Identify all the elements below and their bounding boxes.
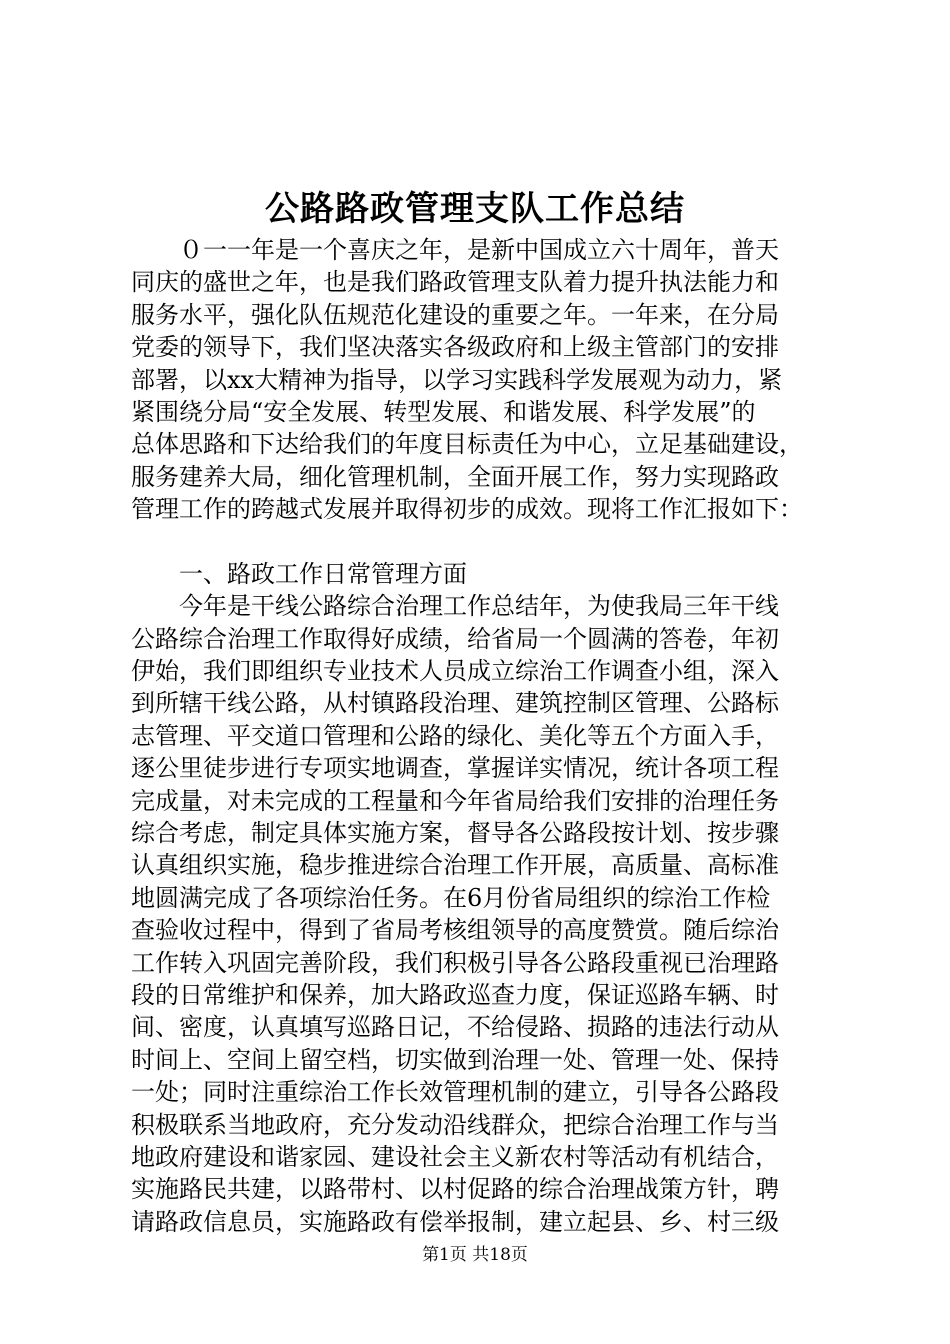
text-line: 地政府建设和谐家园、建设社会主义新农村等活动有机结合， — [131, 1142, 779, 1171]
text-line: 服务建养大局，细化管理机制，全面开展工作，努力实现路政 — [131, 462, 779, 491]
text-line: 逐公里徒步进行专项实地调查，掌握详实情况，统计各项工程 — [131, 754, 779, 783]
text-line: 工作转入巩固完善阶段，我们积极引导各公路段重视已治理路 — [131, 948, 779, 977]
text-line: 积极联系当地政府，充分发动沿线群众，把综合治理工作与当 — [131, 1110, 779, 1139]
text-line: 段的日常维护和保养，加大路政巡查力度，保证巡路车辆、时 — [131, 980, 779, 1009]
text-line: 间、密度，认真填写巡路日记，不给侵路、损路的违法行动从 — [131, 1013, 779, 1042]
text-line: 同庆的盛世之年，也是我们路政管理支队着力提升执法能力和 — [131, 268, 779, 297]
text-line: 查验收过程中，得到了省局考核组领导的高度赞赏。随后综治 — [131, 916, 779, 945]
text-line: 综合考虑，制定具体实施方案，督导各公路段按计划、按步骤 — [131, 819, 779, 848]
text-line: 志管理、平交道口管理和公路的绿化、美化等五个方面入手， — [131, 721, 779, 750]
text-line: 今年是干线公路综合治理工作总结年，为使我局三年干线 — [179, 592, 779, 621]
text-line: 完成量，对未完成的工程量和今年省局给我们安排的治理任务 — [131, 786, 779, 815]
page-footer: 第1页 共18页 — [422, 1245, 528, 1265]
text-line: 部署，以xx大精神为指导，以学习实践科学发展观为动力，紧 — [131, 365, 783, 394]
text-line: 服务水平，强化队伍规范化建设的重要之年。一年来，在分局 — [131, 300, 779, 329]
text-line: 请路政信息员，实施路政有偿举报制，建立起县、乡、村三级 — [131, 1207, 779, 1236]
text-line: 党委的领导下，我们坚决落实各级政府和上级主管部门的安排 — [131, 333, 779, 362]
text-line: 管理工作的跨越式发展并取得初步的成效。现将工作汇报如下： — [131, 495, 803, 524]
document-title: 公路路政管理支队工作总结 — [265, 189, 685, 229]
text-line: 紧围绕分局“安全发展、转型发展、和谐发展、科学发展”的 — [131, 397, 756, 426]
blank-line — [131, 526, 851, 558]
text-line: 公路综合治理工作取得好成绩，给省局一个圆满的答卷，年初 — [131, 624, 779, 653]
text-line: 地圆满完成了各项综治任务。在6月份省局组织的综治工作检 — [131, 883, 771, 912]
section-heading: 一、路政工作日常管理方面 — [179, 559, 467, 588]
text-line: ０一一年是一个喜庆之年，是新中国成立六十周年，普天 — [179, 236, 779, 264]
text-line: 到所辖干线公路，从村镇路段治理、建筑控制区管理、公路标 — [131, 689, 779, 718]
text-line: 总体思路和下达给我们的年度目标责任为中心，立足基础建设， — [131, 430, 803, 459]
text-line: 伊始，我们即组织专业技术人员成立综治工作调查小组，深入 — [131, 657, 779, 686]
text-line: 认真组织实施，稳步推进综合治理工作开展，高质量、高标准 — [131, 851, 779, 880]
text-line: 时间上、空间上留空档，切实做到治理一处、管理一处、保持 — [131, 1045, 779, 1074]
text-line: 一处；同时注重综治工作长效管理机制的建立，引导各公路段 — [131, 1078, 779, 1107]
text-line: 实施路民共建，以路带村、以村促路的综合治理战策方针，聘 — [131, 1175, 779, 1204]
document-body — [131, 234, 851, 1238]
